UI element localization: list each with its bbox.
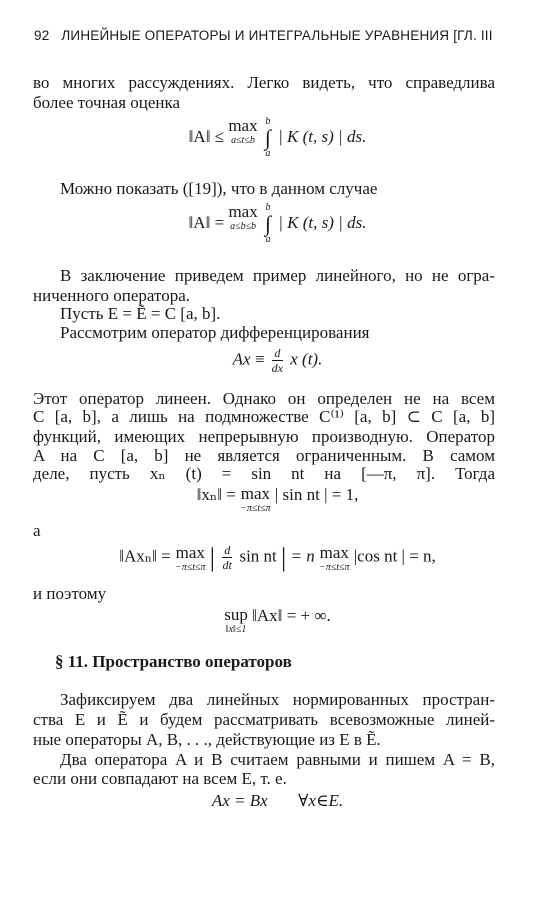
formula-axn-norm: ‖Axₙ‖ = max −π≤t≤π | $\frac{d}{dt}$ sin nt | = n max −π≤t≤π |cos nt | = n, bbox=[119, 542, 436, 573]
header-title: ЛИНЕЙНЫЕ ОПЕРАТОРЫ И ИНТЕГРАЛЬНЫЕ УРАВНЕНИЯ [ГЛ. III bbox=[61, 28, 493, 43]
paragraph-line: Рассмотрим оператор дифференцирования bbox=[60, 323, 370, 342]
paragraph-line: Можно показать ([19]), что в данном случае bbox=[60, 179, 378, 198]
paragraph-line: Зафиксируем два линейных нормированных простран- bbox=[60, 690, 495, 709]
running-header bbox=[34, 28, 520, 43]
section-heading: § 11. Пространство операторов bbox=[55, 652, 292, 671]
formula-norm-exact: ‖A‖ = max a≤b≤b b ∫ a | K (t, s) | ds. bbox=[188, 202, 367, 245]
page-number: 92 bbox=[34, 28, 50, 43]
paragraph-line: ниченного оператора. bbox=[33, 286, 191, 305]
max-operator: max a≤t≤b bbox=[228, 116, 258, 146]
paragraph-line: C [a, b], а лишь на подмножестве C⁽¹⁾ [a, b] ⊂ C [a, b] bbox=[33, 407, 495, 426]
paragraph-line: Пусть E = Ẽ = C [a, b]. bbox=[60, 304, 221, 323]
paragraph-line: A на C [a, b] не является ограниченным. В самом bbox=[33, 446, 495, 465]
fraction: $\frac{d}{dx}$ bbox=[271, 346, 283, 375]
max-operator: max −π≤t≤π bbox=[240, 484, 271, 514]
formula-differentiation: Ax ≡ $\frac{d}{dx}$ x (t). bbox=[232, 346, 323, 375]
paragraph-line: во многих рассуждениях. Легко видеть, что справедлива bbox=[33, 73, 495, 92]
integral-sign: b ∫ a bbox=[264, 116, 271, 159]
max-operator: max a≤b≤b bbox=[228, 202, 258, 232]
paragraph-line: ные операторы A, B, . . ., действующие из E в Ẽ. bbox=[33, 730, 381, 749]
fraction: $\frac{d}{dt}$ bbox=[222, 543, 232, 572]
paragraph-line: а bbox=[33, 521, 41, 540]
paragraph-line: более точная оценка bbox=[33, 93, 181, 112]
paragraph-line: Этот оператор линеен. Однако он определен не на всем bbox=[33, 389, 495, 408]
formula-xn-norm: ‖xₙ‖ = max −π≤t≤π | sin nt | = 1, bbox=[196, 484, 359, 514]
formula-norm-estimate: ‖A‖ ≤ max a≤t≤b b ∫ a | K (t, s) | ds. bbox=[188, 116, 367, 159]
integral-sign: b ∫ a bbox=[264, 202, 271, 245]
max-operator: max −π≤t≤π bbox=[318, 543, 350, 573]
paragraph-line: В заключение приведем пример линейного, но не огра- bbox=[60, 266, 495, 285]
max-operator: max −π≤t≤π bbox=[174, 543, 206, 573]
paragraph-line: Два оператора A и B считаем равными и пишем A = B, bbox=[60, 750, 495, 769]
formula-sup: sup ‖x‖≤1 ‖Ax‖ = + ∞. bbox=[224, 605, 331, 635]
paragraph-line: ства E и Ẽ и будем рассматривать всевозможные линей- bbox=[33, 710, 495, 729]
formula-equality: Ax = Bx ∀x∈E. bbox=[211, 791, 344, 810]
sup-operator: sup ‖x‖≤1 bbox=[224, 605, 248, 635]
paragraph-line: деле, пусть xₙ (t) = sin nt на [—π, π]. Тогда bbox=[33, 464, 495, 483]
paragraph-line: функций, имеющих непрерывную производную. Оператор bbox=[33, 427, 495, 446]
paragraph-line: и поэтому bbox=[33, 584, 107, 603]
paragraph-line: если они совпадают на всем E, т. е. bbox=[33, 769, 287, 788]
